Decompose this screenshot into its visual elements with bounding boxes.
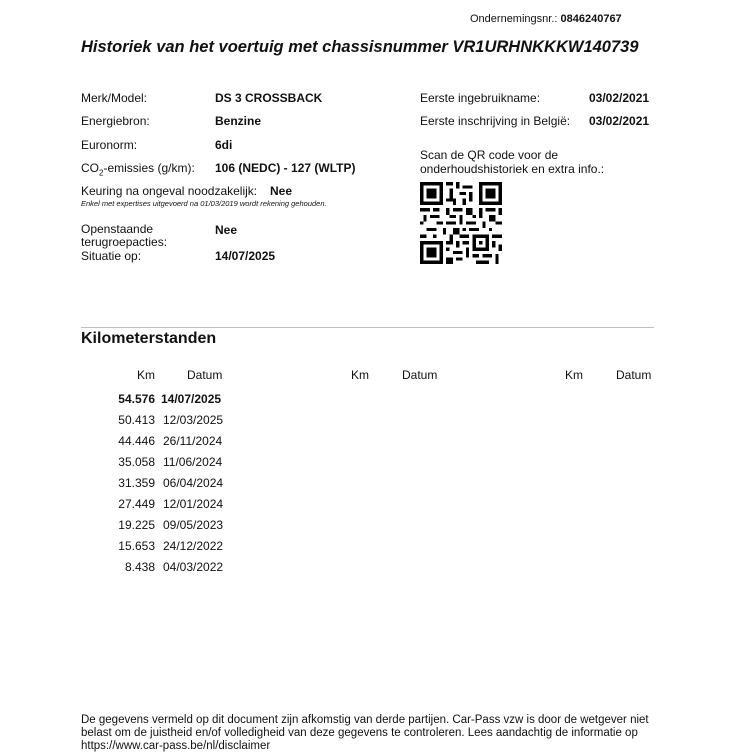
km-column-header-2: Km	[351, 368, 369, 382]
mileage-row-km: 27.449	[118, 497, 155, 511]
euronorm-label: Euronorm:	[81, 138, 138, 152]
company-number: 0846240767	[560, 13, 622, 25]
mileage-row-date: 09/05/2023	[163, 518, 224, 532]
mileage-row-date: 11/06/2024	[163, 455, 223, 469]
mileage-row-date: 06/04/2024	[163, 476, 224, 490]
date-column-header-1: Datum	[187, 368, 223, 382]
disclaimer-text: De gegevens vermeld op dit document zijn afkomstig van derde partijen. Car-Pass vzw is door de wetgever niet belast om de juistheid en/of volledigheid van deze gegevens te controleren. Lees aandachtig de informatie op https://www.car-pass.be/nl/disclaimer	[81, 714, 649, 752]
qr-instruction: Scan de QR code voor de onderhoudshistoriek en extra info.:	[420, 148, 605, 176]
make-model-label: Merk/Model:	[81, 91, 148, 105]
inspection-label: Keuring na ongeval noodzakelijk:	[81, 184, 258, 198]
mileage-row-date: 26/11/2024	[163, 434, 223, 448]
euronorm-value: 6di	[215, 138, 233, 152]
mileage-row-date: 12/03/2025	[163, 413, 224, 427]
mileage-row-km: 35.058	[118, 455, 155, 469]
first-registration-value: 03/02/2021	[589, 114, 650, 128]
qr-code-icon[interactable]	[420, 182, 502, 264]
recalls-value: Nee	[215, 223, 238, 237]
mileage-row-date: 04/03/2022	[163, 560, 224, 574]
km-column-header-3: Km	[565, 368, 583, 382]
mileage-row-km: 44.446	[118, 434, 155, 448]
inspection-note: Enkel met expertises uitgevoerd na 01/03/2019 wordt rekening gehouden.	[81, 199, 327, 208]
page-title: Historiek van het voertuig met chassisnummer VR1URHNKKKW140739	[81, 38, 639, 56]
first-use-value: 03/02/2021	[589, 91, 650, 105]
mileage-section-title: Kilometerstanden	[81, 330, 217, 347]
date-column-header-3: Datum	[616, 368, 652, 382]
recalls-label: Openstaande terugroepacties:	[81, 222, 168, 249]
section-divider	[81, 327, 654, 328]
situation-value: 14/07/2025	[215, 249, 276, 263]
mileage-row-date: 12/01/2024	[163, 497, 224, 511]
mileage-row-km: 19.225	[118, 518, 155, 532]
energy-label: Energiebron:	[81, 114, 150, 128]
co2-label-post: -emissies (g/km):	[103, 161, 195, 175]
mileage-row-km: 50.413	[118, 413, 155, 427]
mileage-row-date: 24/12/2022	[163, 539, 224, 553]
mileage-row-km: 8.438	[124, 560, 155, 574]
situation-label: Situatie op:	[81, 249, 142, 263]
km-column-header-1: Km	[137, 368, 155, 382]
date-column-header-2: Datum	[402, 368, 438, 382]
company-number-label: Ondernemingsnr.:	[470, 13, 558, 25]
make-model-value: DS 3 CROSSBACK	[215, 91, 323, 105]
co2-label	[81, 161, 195, 177]
first-registration-label: Eerste inschrijving in België:	[420, 114, 571, 128]
co2-label-sub: 2	[99, 168, 104, 178]
co2-label-pre: CO	[81, 161, 99, 175]
mileage-row-date: 14/07/2025	[161, 392, 222, 406]
energy-value: Benzine	[215, 114, 262, 128]
mileage-row-km: 31.359	[118, 476, 155, 490]
mileage-row-km: 15.653	[118, 539, 155, 553]
mileage-row-km: 54.576	[118, 392, 155, 406]
co2-value: 106 (NEDC) - 127 (WLTP)	[215, 161, 356, 175]
company-number-line	[470, 13, 622, 25]
first-use-label: Eerste ingebruikname:	[420, 91, 541, 105]
inspection-value: Nee	[270, 184, 293, 198]
